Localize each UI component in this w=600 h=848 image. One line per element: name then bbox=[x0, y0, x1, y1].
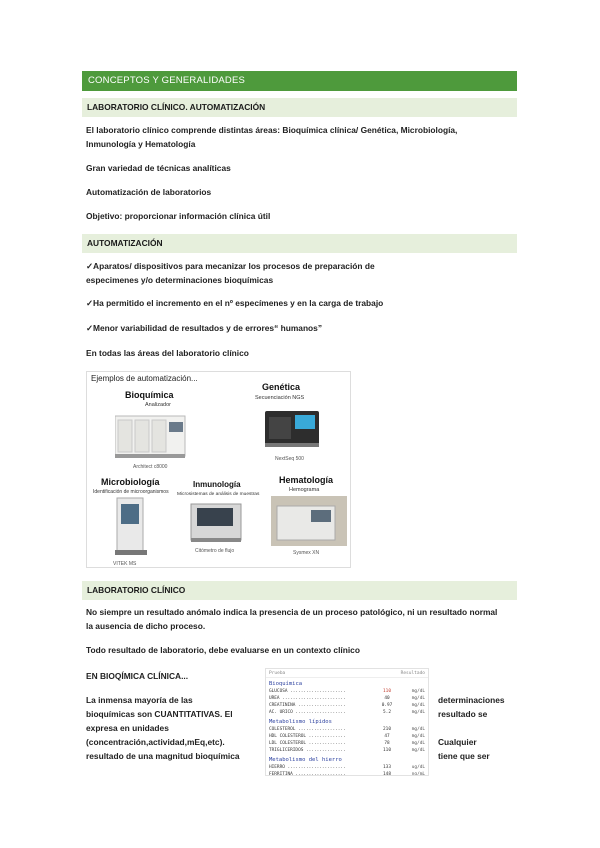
report-section-title: Metabolismo del hierro bbox=[269, 757, 342, 763]
report-row bbox=[266, 771, 428, 776]
report-row bbox=[266, 695, 428, 702]
report-test-unit: mg/dL bbox=[411, 734, 425, 739]
hematology-analyzer-image bbox=[271, 496, 347, 546]
report-test-name: HIERRO ...................... bbox=[269, 765, 346, 770]
bioquimica-label: Bioquímica bbox=[125, 390, 174, 400]
subsection-heading: LABORATORIO CLÍNICO. AUTOMATIZACIÓN bbox=[87, 102, 266, 112]
automatizacion-heading: AUTOMATIZACIÓN bbox=[87, 238, 163, 248]
report-row bbox=[266, 764, 428, 771]
paragraph-line: la ausencia de dicho proceso. bbox=[86, 621, 206, 631]
figure-title: Ejemplos de automatización... bbox=[91, 374, 198, 383]
report-test-value: 40 bbox=[384, 696, 390, 701]
intro-line: Inmunología y Hematología bbox=[86, 139, 196, 149]
laboratorio-heading: LABORATORIO CLÍNICO bbox=[87, 585, 186, 595]
genetica-sub: Secuenciación NGS bbox=[255, 395, 305, 401]
report-test-name: LDL COLESTEROL .............. bbox=[269, 741, 346, 746]
report-test-name: AC. URICO ................... bbox=[269, 710, 346, 715]
right-column-text-bottom bbox=[438, 735, 490, 763]
laboratorio-heading-band bbox=[82, 581, 517, 600]
report-test-value: 5.2 bbox=[383, 710, 391, 715]
text-line: bioquímicas son CUANTITATIVAS. El bbox=[86, 709, 233, 719]
report-test-value: 0.97 bbox=[381, 703, 393, 708]
report-rows-3 bbox=[266, 764, 428, 776]
report-test-value: 47 bbox=[384, 734, 390, 739]
analyzer-image bbox=[115, 410, 189, 460]
report-test-unit: mg/dL bbox=[411, 727, 425, 732]
item-text: Menor variabilidad de resultados y de errores“ humanos” bbox=[93, 323, 323, 333]
report-row bbox=[266, 726, 428, 733]
microbiology-analyzer-image bbox=[111, 496, 161, 558]
report-row bbox=[266, 733, 428, 740]
text-line: resultado de una magnitud bioquímica bbox=[86, 751, 240, 761]
text-line: expresa en unidades bbox=[86, 723, 169, 733]
hematologia-caption: Sysmex XN bbox=[293, 550, 320, 556]
report-test-value: 148 bbox=[383, 772, 391, 776]
item-text: especimenes y/o determinaciones bioquímicas bbox=[86, 275, 274, 285]
report-row bbox=[266, 709, 428, 716]
microbiologia-label: Microbiología bbox=[101, 477, 160, 487]
intro-paragraph-4: Objetivo: proporcionar información clínica útil bbox=[86, 211, 271, 221]
flow-cytometer-image bbox=[189, 500, 245, 546]
check-icon: ✓ bbox=[86, 261, 94, 271]
automatizacion-item-2 bbox=[86, 296, 516, 310]
report-test-value: 78 bbox=[384, 741, 390, 746]
report-test-name: TRIGLICERIDOS ............... bbox=[269, 748, 346, 753]
laboratorio-paragraph-2: Todo resultado de laboratorio, debe evaluarse en un contexto clínico bbox=[86, 645, 360, 655]
bioquimica-caption: Architect c8000 bbox=[133, 464, 168, 470]
intro-paragraph-1 bbox=[86, 123, 516, 151]
report-section-title: Bioquímica bbox=[269, 681, 303, 687]
automatizacion-item-3 bbox=[86, 321, 516, 335]
automatizacion-closing: En todas las áreas del laboratorio clínico bbox=[86, 348, 249, 358]
automatizacion-item-1 bbox=[86, 259, 516, 287]
paragraph-line: No siempre un resultado anómalo indica la presencia de un proceso patológico, ni un resultado normal bbox=[86, 607, 498, 617]
microbiologia-caption: VITEK MS bbox=[113, 561, 137, 567]
sequencer-image bbox=[263, 405, 323, 451]
text-line: (concentración,actividad,mEq,etc). bbox=[86, 737, 225, 747]
automation-examples-figure bbox=[86, 371, 351, 568]
bioquimica-clinica-heading: EN BIOQÍMICA CLÍNICA... bbox=[86, 671, 189, 681]
report-test-name: UREA ........................ bbox=[269, 696, 346, 701]
report-rows-1 bbox=[266, 688, 428, 716]
inmunologia-caption: Citómetro de flujo bbox=[195, 548, 235, 554]
report-test-unit: mg/dL bbox=[411, 741, 425, 746]
intro-paragraph-3: Automatización de laboratorios bbox=[86, 187, 212, 197]
report-row bbox=[266, 740, 428, 747]
report-rows-2 bbox=[266, 726, 428, 754]
report-test-value: 110 bbox=[383, 748, 391, 753]
microbiologia-sub: Identificación de microorganismos bbox=[93, 489, 169, 495]
section-title-band bbox=[82, 71, 517, 91]
report-row bbox=[266, 702, 428, 709]
left-column-text bbox=[86, 693, 261, 763]
report-test-name: CREATININA .................. bbox=[269, 703, 346, 708]
text-line: Cualquier bbox=[438, 737, 477, 747]
hematologia-label: Hematología bbox=[279, 475, 334, 485]
intro-line: El laboratorio clínico comprende distintas áreas: Bioquímica clínica/ Genética, Microbiología, bbox=[86, 125, 458, 135]
item-text: Aparatos/ dispositivos para mecanizar los procesos de preparación de bbox=[93, 261, 375, 271]
report-test-name: HDL COLESTEROL .............. bbox=[269, 734, 346, 739]
inmunologia-sub: Microsistemas de análisis de muestras bbox=[177, 492, 260, 497]
laboratorio-paragraph-1 bbox=[86, 605, 516, 633]
report-test-unit: ug/dL bbox=[411, 765, 425, 770]
text-line: La inmensa mayoría de las bbox=[86, 695, 193, 705]
text-line: determinaciones bbox=[438, 695, 505, 705]
report-test-unit: mg/dL bbox=[411, 710, 425, 715]
report-row bbox=[266, 688, 428, 695]
report-test-value: 110 bbox=[383, 689, 391, 694]
section-title: CONCEPTOS Y GENERALIDADES bbox=[88, 75, 246, 86]
report-test-unit: mg/dL bbox=[411, 748, 425, 753]
report-test-unit: ng/mL bbox=[411, 772, 425, 776]
report-test-value: 133 bbox=[383, 765, 391, 770]
report-header bbox=[266, 669, 428, 678]
genetica-label: Genética bbox=[262, 382, 301, 392]
report-test-unit: mg/dL bbox=[411, 689, 425, 694]
text-line: tiene que ser bbox=[438, 751, 490, 761]
item-text: Ha permitido el incremento en el nº especímenes y en la carga de trabajo bbox=[93, 298, 384, 308]
automatizacion-heading-band bbox=[82, 234, 517, 253]
report-header-right: Resultado bbox=[400, 671, 425, 676]
report-test-name: COLESTEROL .................. bbox=[269, 727, 346, 732]
intro-paragraph-2: Gran variedad de técnicas analíticas bbox=[86, 163, 231, 173]
report-test-name: FERRITINA ................... bbox=[269, 772, 346, 776]
hematologia-sub: Hemograma bbox=[289, 487, 320, 493]
report-header-left: Prueba bbox=[269, 671, 286, 676]
report-test-name: GLUCOSA ..................... bbox=[269, 689, 346, 694]
lab-report-image bbox=[265, 668, 429, 776]
report-test-unit: mg/dL bbox=[411, 703, 425, 708]
report-section-title: Metabolismo lípidos bbox=[269, 719, 332, 725]
report-test-unit: mg/dL bbox=[411, 696, 425, 701]
subsection-heading-band bbox=[82, 98, 517, 117]
inmunologia-label: Inmunología bbox=[193, 480, 241, 489]
report-row bbox=[266, 747, 428, 754]
right-column-text-top bbox=[438, 693, 505, 721]
check-icon: ✓ bbox=[86, 323, 94, 333]
bioquimica-sub: Analizador bbox=[145, 402, 171, 408]
check-icon: ✓ bbox=[86, 298, 94, 308]
text-line: resultado se bbox=[438, 709, 488, 719]
report-test-value: 210 bbox=[383, 727, 391, 732]
genetica-caption: NextSeq 500 bbox=[275, 456, 304, 462]
